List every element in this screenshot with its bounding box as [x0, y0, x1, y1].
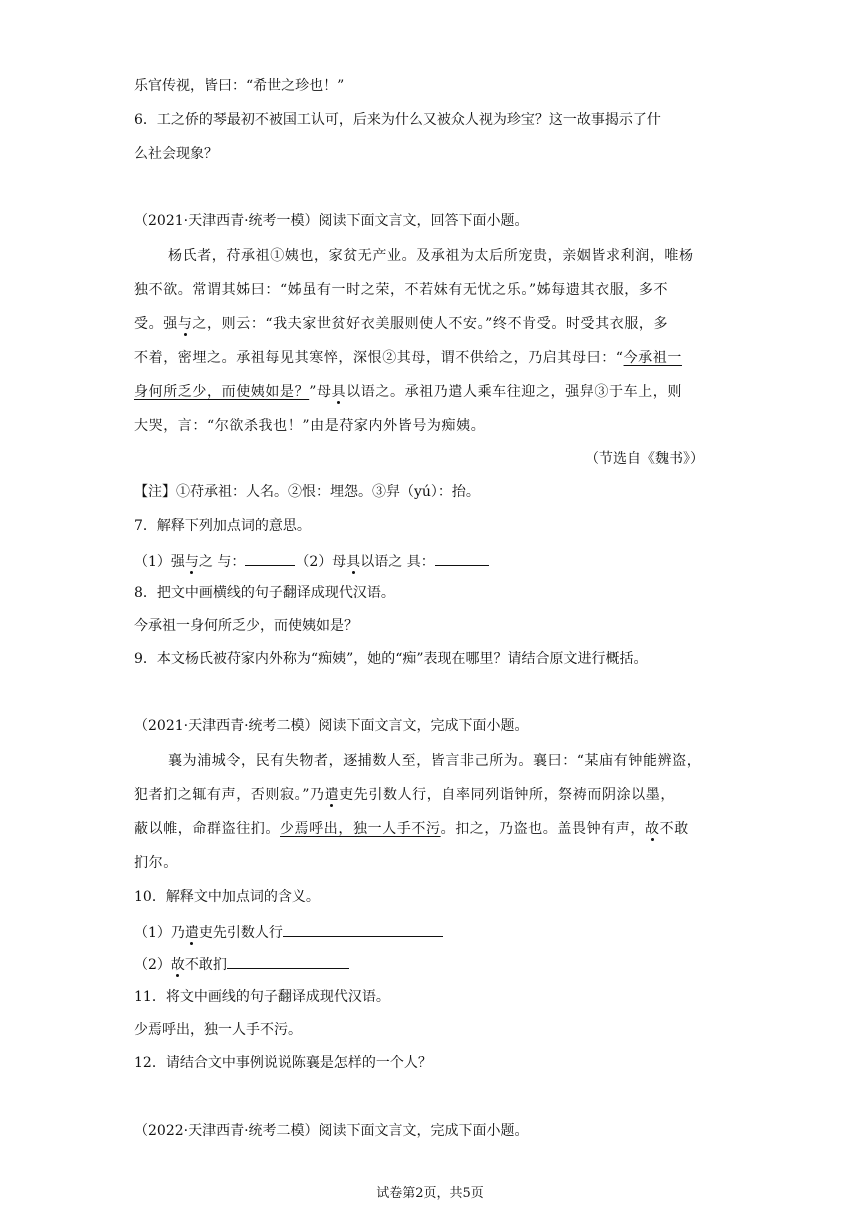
answer-blank[interactable] [227, 953, 349, 969]
text: （2）母 [295, 554, 347, 570]
question-10-item-1 [0, 921, 860, 943]
text: 么社会现象？ [134, 146, 218, 162]
question-10-item-2 [0, 953, 860, 975]
dotted-word: 故 [645, 821, 660, 837]
text: （2022·天津西青·统考二模）阅读下面文言文，完成下面小题。 [134, 1123, 529, 1139]
text: 受。强 [134, 316, 178, 332]
underlined-sentence: 身何所乏少，而使姨如是？ [134, 384, 310, 400]
text: 8．把文中画横线的句子翻译成现代汉语。 [134, 585, 395, 601]
text: 不敢 [659, 821, 689, 837]
passage-1-line [0, 280, 860, 300]
text: 少焉呼出，独一人手不污。 [134, 1022, 302, 1038]
answer-blank[interactable] [283, 921, 443, 937]
text: （1）乃 [134, 925, 185, 941]
passage-1-line [0, 348, 860, 368]
dotted-word: 遣 [324, 787, 340, 803]
passage-1-line [0, 314, 860, 334]
passage-1-line [0, 416, 860, 436]
text: 不着，密埋之。承祖每见其寒悴，深恨②其母，谓不供给之，乃启其母曰：“ [134, 350, 624, 366]
passage-1-source [0, 449, 860, 469]
dotted-word: 与 [184, 554, 199, 570]
question-8-sentence [0, 616, 860, 636]
text: 吏先引数人行 [198, 925, 283, 941]
dotted-word: 具 [346, 554, 361, 570]
text: 襄为浦城令，民有失物者，逐捕数人至，皆言非己所为。襄曰：“某庙有钟能辨盗， [168, 753, 702, 769]
text: 杨氏者，苻承祖①姨也，家贫无产业。及承祖为太后所宠贵，亲姻皆求利润，唯杨 [168, 248, 694, 264]
text: 10．解释文中加点词的含义。 [134, 889, 320, 905]
dotted-word: 具 [331, 384, 347, 400]
question-7 [0, 516, 860, 536]
passage-1-note [0, 482, 860, 502]
text: 以语之 具： [360, 554, 435, 570]
question-12 [0, 1053, 860, 1073]
question-9 [0, 649, 860, 669]
page-number: 试卷第2页，共5页 [376, 1186, 484, 1201]
text: 6．工之侨的琴最初不被国工认可，后来为什么又被众人视为珍宝？这一故事揭示了什 [134, 112, 661, 128]
text: （2021·天津西青·统考一模）阅读下面文言文，回答下面小题。 [134, 213, 529, 229]
question-6-line-1 [0, 110, 860, 130]
text: 9．本文杨氏被苻家内外称为“痴姨”，她的“痴”表现在哪里？请结合原文进行概括。 [134, 651, 648, 667]
text: （2021·天津西青·统考二模）阅读下面文言文，完成下面小题。 [134, 718, 529, 734]
question-6-line-2 [0, 144, 860, 164]
text: 乐官传视，皆曰：“希世之珍也！” [134, 78, 345, 94]
passage-1-header [0, 211, 860, 231]
text: ”母 [309, 384, 332, 400]
underlined-sentence: 今承祖一 [623, 350, 682, 366]
passage-1-line [0, 246, 860, 266]
passage-3-header [0, 1121, 860, 1141]
passage-2-line [0, 751, 860, 771]
text: 独不欲。常谓其姊曰：“姊虽有一时之荣，不若妹有无忧之乐。”姊每遗其衣服，多不 [134, 282, 669, 298]
answer-blank[interactable] [245, 550, 295, 566]
text: 11．将文中画线的句子翻译成现代汉语。 [134, 989, 390, 1005]
text: （2） [134, 957, 171, 973]
text: 【注】①苻承祖：人名。②恨：埋怨。③舁（yú）：抬。 [134, 484, 480, 500]
text: 。扣之，乃盗也。盖畏钟有声， [440, 821, 646, 837]
question-8 [0, 583, 860, 603]
text: 之，则云：“我夫家世贫好衣美服则使人不安。”终不肯受。时受其衣服，多 [192, 316, 669, 332]
text: 蔽以帷，命群盗往扪。 [134, 821, 280, 837]
passage-1-line [0, 382, 860, 402]
text: 以语之。承祖乃遣人乘车往迎之，强舁③于车上，则 [346, 384, 682, 400]
passage-2-header [0, 716, 860, 736]
text: 不敢扪 [184, 957, 227, 973]
text-line [0, 76, 860, 96]
question-11-sentence [0, 1020, 860, 1040]
text: 犯者扪之辄有声，否则寂。”乃 [134, 787, 325, 803]
text: 大哭，言：“尔欲杀我也！”由是苻家内外皆号为痴姨。 [134, 418, 486, 434]
answer-blank[interactable] [435, 550, 489, 566]
passage-2-line [0, 853, 860, 873]
text: 之 与： [198, 554, 246, 570]
text: 今承祖一身何所乏少，而使姨如是？ [134, 618, 358, 634]
underlined-sentence: 少焉呼出，独一人手不污 [280, 821, 441, 837]
text: （节选自《魏书》） [585, 451, 704, 467]
question-7-items [0, 550, 860, 572]
dotted-word: 故 [170, 957, 185, 973]
question-10 [0, 887, 860, 907]
text: 吏先引数人行，自率同列诣钟所，祭祷而阴涂以墨， [339, 787, 675, 803]
question-11 [0, 987, 860, 1007]
text: （1）强 [134, 554, 185, 570]
passage-2-line [0, 819, 860, 839]
text: 12．请结合文中事例说说陈襄是怎样的一个人？ [134, 1055, 432, 1071]
page-footer [0, 1184, 860, 1204]
text: 7．解释下列加点词的意思。 [134, 518, 311, 534]
dotted-word: 遣 [184, 925, 199, 941]
passage-2-line [0, 785, 860, 805]
dotted-word: 与 [177, 316, 193, 332]
text: 扪尔。 [134, 855, 178, 871]
